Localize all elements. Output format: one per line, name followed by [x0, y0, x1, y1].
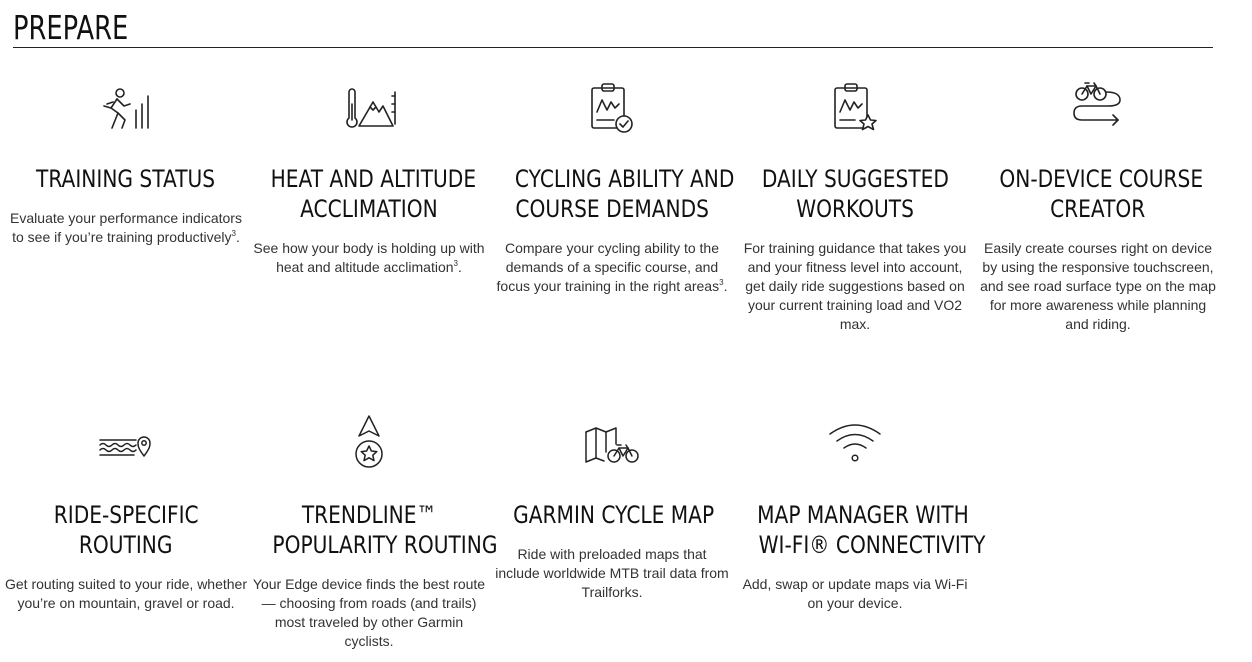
feature-title: DAILY SUGGESTED WORKOUTS — [761, 165, 949, 223]
feature-description: Ride with preloaded maps that include worldwide MTB trail data from Trailforks. — [495, 546, 729, 600]
terrain-pin-icon — [8, 414, 244, 466]
feature-title: RIDE-SPECIFIC ROUTING — [53, 501, 199, 559]
feature-description: For training guidance that takes you and your fitness level into account, get daily ride suggestions based on your current training load and VO2 max. — [743, 240, 967, 332]
section-divider — [13, 47, 1213, 48]
runner-icon — [8, 82, 244, 134]
feature-title: HEAT AND ALTITUDE ACCLIMATION — [270, 165, 477, 223]
feature-description: See how your body is holding up with heat and altitude acclimation$^3$. — [253, 240, 485, 275]
feature-description: Get routing suited to your ride, whether you’re on mountain, gravel or road. — [4, 576, 248, 611]
feature-title: CYCLING ABILITY AND COURSE DEMANDS — [514, 165, 735, 223]
clipboard-check-icon — [494, 82, 730, 134]
feature-description: Compare your cycling ability to the demands of a specific course, and focus your training in the right areas$^3$. — [496, 240, 728, 294]
wifi-icon — [737, 416, 973, 468]
map-bike-icon — [494, 418, 730, 470]
feature-title: ON-DEVICE COURSE CREATOR — [999, 165, 1204, 223]
navigation-star-icon — [251, 414, 487, 470]
clipboard-star-icon — [737, 82, 973, 134]
section-title: PREPARE — [13, 8, 129, 47]
thermometer-mountain-icon — [251, 82, 487, 134]
feature-title: MAP MANAGER WITH WI-FI® CONNECTIVITY — [757, 501, 986, 559]
feature-title: GARMIN CYCLE MAP — [513, 501, 715, 529]
feature-description: Your Edge device finds the best route — choosing from roads (and trails) most traveled by other Garmin cyclists. — [252, 576, 486, 649]
feature-title: TRENDLINE™ POPULARITY ROUTING — [272, 501, 498, 559]
feature-title: TRAINING STATUS — [36, 165, 216, 193]
feature-description: Add, swap or update maps via Wi-Fi on your device. — [742, 576, 968, 611]
feature-description: Easily create courses right on device by using the responsive touchscreen, and see road surface type on the map for more awareness while planning and riding. — [980, 240, 1216, 332]
bike-route-icon — [980, 78, 1216, 130]
feature-description: Evaluate your performance indicators to see if you’re training productively$^3$. — [10, 210, 242, 245]
